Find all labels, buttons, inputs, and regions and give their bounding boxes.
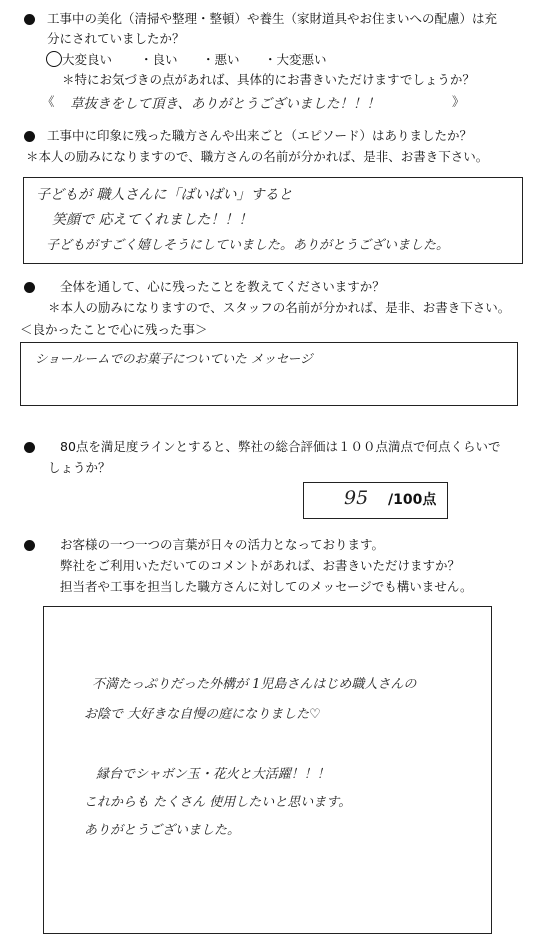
q5-question-line3: 担当者や工事を担当した職方さんに対してのメッセージでも構いません。 [60, 579, 473, 594]
option-bad[interactable]: ・悪い [202, 52, 240, 67]
q3-bullet [24, 282, 35, 293]
q2-answer-line: 笑顔で 応えてくれました！！！ [52, 212, 253, 228]
q4-question-line2: しょうか？ [48, 460, 111, 475]
q5-answer-line: お陰で 大好きな自慢の庭になりました♡ [84, 707, 321, 722]
q4-bullet [24, 442, 35, 453]
q1-handwritten-answer: 草抜きをして頂き、ありがとうございました！！！ [70, 96, 380, 112]
q1-note: ＊特にお気づきの点があれば、具体的にお書きいただけますでしょうか？ [62, 72, 475, 87]
q5-answer-line: ありがとうございました。 [84, 823, 241, 838]
q1-bracket-close: 》 [452, 94, 465, 109]
q1-question-line1: 工事中の美化（清掃や整理・整頓）や養生（家財道具やお住まいへの配慮）は充 [47, 11, 498, 26]
q5-answer-line: これからも たくさん 使用したいと思います。 [84, 795, 352, 810]
q5-answer-line: 不満たっぷりだった外構が 1児島さんはじめ職人さんの [92, 677, 417, 692]
score-value: 95 [344, 487, 369, 509]
option-very-bad[interactable]: ・大変悪い [264, 52, 327, 67]
option-good[interactable]: ・良い [140, 52, 178, 67]
q5-bullet [24, 540, 35, 551]
q2-answer-line: 子どもが 職人さんに「ばいばい」すると [36, 187, 293, 203]
q2-answer-line: 子どもがすごく嬉しそうにしていました。ありがとうございました。 [46, 238, 450, 253]
q4-question-line1: 80点を満足度ラインとすると、弊社の総合評価は１００点満点で何点くらいで [60, 439, 501, 454]
score-box[interactable] [303, 482, 448, 519]
q2-question-line1: 工事中に印象に残った職方さんや出来ごと（エピソード）はありましたか？ [47, 128, 473, 143]
selected-option-circle [46, 51, 62, 67]
option-very-good[interactable]: 大変良い [62, 52, 113, 67]
q2-question-line2: ＊本人の励みになりますので、職方さんの名前が分かれば、是非、お書き下さい。 [26, 149, 489, 164]
q2-answer-box[interactable] [23, 177, 523, 264]
q1-bracket-open: 《 [42, 94, 55, 109]
score-suffix: /100点 [388, 492, 437, 508]
q5-answer-box[interactable] [43, 606, 492, 934]
q1-question-line2: 分にされていましたか？ [47, 31, 185, 46]
q3-subheading: ＜良かったことで心に残った事＞ [20, 322, 208, 337]
q3-answer-box[interactable] [20, 342, 518, 406]
q3-question-line2: ＊本人の励みになりますので、スタッフの名前が分かれば、是非、お書き下さい。 [48, 300, 511, 315]
q5-question-line2: 弊社をご利用いただいてのコメントがあれば、お書きいただけますか？ [60, 558, 461, 573]
q3-question-line1: 全体を通して、心に残ったことを教えてくださいますか？ [60, 279, 385, 294]
q5-question-line1: お客様の一つ一つの言葉が日々の活力となっております。 [60, 537, 385, 552]
q3-answer-text: ショールームでのお菓子についていた メッセージ [35, 351, 313, 366]
q2-bullet [24, 131, 35, 142]
q1-bullet [24, 14, 35, 25]
q5-answer-line: 縁台でシャボン玉・花火と大活躍！！！ [96, 767, 330, 782]
